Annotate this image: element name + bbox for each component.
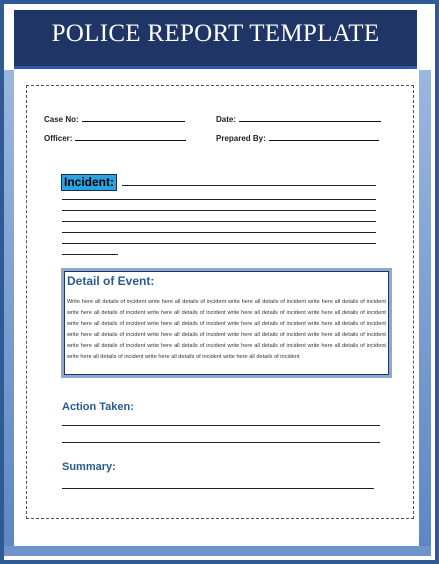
prepared-by-label: Prepared By:: [216, 134, 266, 143]
left-border-strip: [4, 70, 14, 556]
officer-field[interactable]: [44, 133, 186, 143]
case-no-line[interactable]: [82, 114, 185, 122]
prepared-by-line[interactable]: [269, 133, 379, 141]
incident-line[interactable]: [62, 254, 118, 255]
officer-line[interactable]: [75, 133, 186, 141]
incident-line[interactable]: [62, 210, 376, 211]
title-banner: [14, 10, 417, 69]
incident-line[interactable]: [122, 185, 376, 186]
action-taken-line[interactable]: [62, 442, 380, 443]
bottom-border-strip: [4, 546, 431, 556]
incident-line[interactable]: [62, 199, 376, 200]
right-border-strip: [419, 70, 431, 556]
detail-of-event-box[interactable]: [61, 268, 392, 378]
incident-line[interactable]: [62, 232, 376, 233]
case-no-label: Case No:: [44, 115, 79, 124]
action-taken-title: Action Taken:: [62, 401, 134, 413]
summary-line[interactable]: [62, 488, 374, 489]
date-label: Date:: [216, 115, 237, 124]
date-field[interactable]: [216, 114, 381, 124]
detail-of-event-text: Write here all details of incident write here all details of incident write here all details of incident write here all details of incident write here all details of incident write here all details of incident write here all details of incident write here all details of incident write here all details of incident write here all details of incident write here all details of incident write here all details of incident write here all details of incident write here all details of incident write here all details of incident write here all details of incident write here all details of incident write here all details of incident write here all details of incident write here all details of incident write here all details of incident write here all details of incident write here all details of incident: [67, 299, 386, 360]
date-line[interactable]: [239, 114, 381, 122]
prepared-by-field[interactable]: [216, 133, 379, 143]
detail-of-event-title: Detail of Event:: [67, 274, 155, 288]
action-taken-line[interactable]: [62, 425, 380, 426]
incident-line[interactable]: [62, 243, 376, 244]
incident-line[interactable]: [62, 221, 376, 222]
case-no-field[interactable]: [44, 114, 185, 124]
page-title: POLICE REPORT TEMPLATE: [51, 20, 380, 47]
officer-label: Officer:: [44, 134, 73, 143]
summary-title: Summary:: [62, 461, 116, 473]
incident-label: Incident:: [61, 174, 117, 191]
